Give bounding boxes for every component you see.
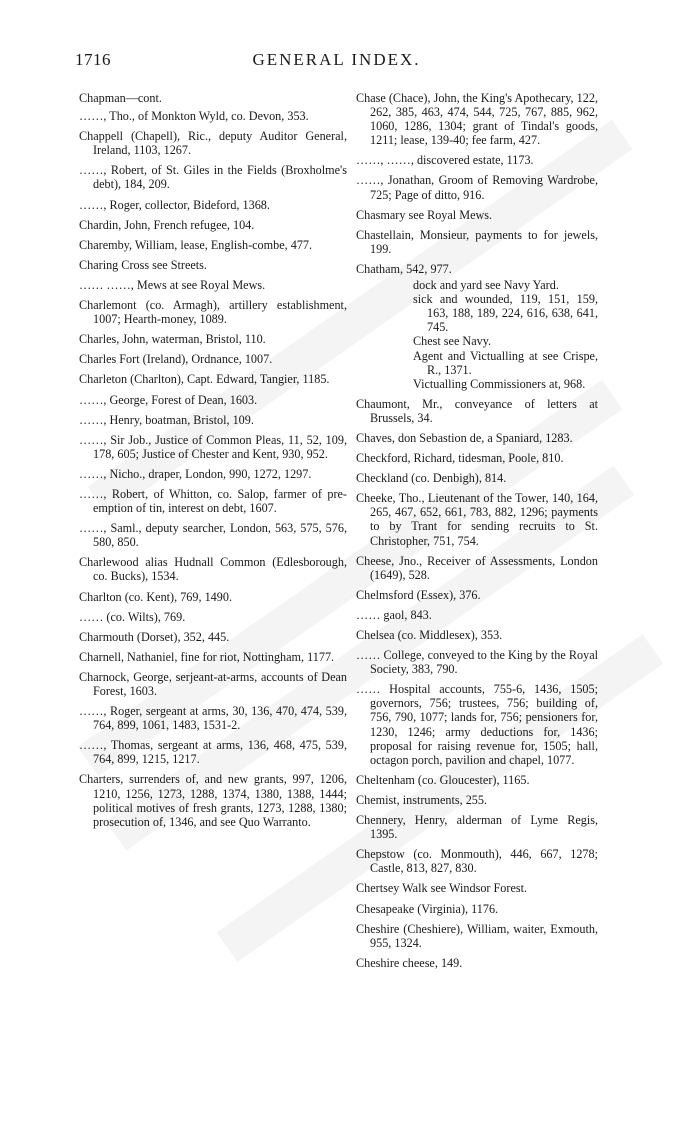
index-entry: Cheltenham (co. Gloucester), 1165. [356, 772, 530, 787]
index-entry: Charlewood alias Hudnall Common (Edlesborough, co. Bucks), 1534. [79, 555, 347, 584]
index-entry: Charleton (Charlton), Capt. Edward, Tangier, 1185. [79, 372, 330, 387]
index-entry: ……, Robert, of St. Giles in the Fields (Broxholme's debt), 184, 209. [79, 163, 347, 192]
index-entry: …… ……, Mews at see Royal Mews. [79, 277, 266, 292]
index-entry: Chappell (Chapell), Ric., deputy Auditor General, Ireland, 1103, 1267. [79, 129, 347, 158]
index-entry: Checkford, Richard, tidesman, Poole, 810. [356, 451, 564, 466]
index-entry: ……, Sir Job., Justice of Common Pleas, 11, 52, 109, 178, 605; Justice of Chester and Kent, 930, 952. [79, 432, 347, 461]
index-entry: Chesapeake (Virginia), 1176. [356, 901, 499, 916]
index-entry: ……, Jonathan, Groom of Removing Wardrobe, 725; Page of ditto, 916. [356, 173, 598, 202]
index-entry: ……, George, Forest of Dean, 1603. [79, 392, 258, 407]
index-entry: Chaves, don Sebastion de, a Spaniard, 1283. [356, 430, 573, 445]
index-entry: Chasmary see Royal Mews. [356, 207, 493, 222]
index-entry: Chelmsford (Essex), 376. [356, 587, 481, 602]
index-subentry: dock and yard see Navy Yard. [413, 278, 559, 293]
index-entry: Cheese, Jno., Receiver of Assessments, London (1649), 528. [356, 553, 598, 582]
index-entry: Charnell, Nathaniel, fine for riot, Nottingham, 1177. [79, 649, 335, 664]
page-title: GENERAL INDEX. [252, 50, 421, 69]
index-entry: ……, Roger, sergeant at arms, 30, 136, 470, 474, 539, 764, 899, 1061, 1483, 1531-2. [79, 704, 347, 733]
index-entry: Chardin, John, French refugee, 104. [79, 217, 255, 232]
index-entry: ……, ……, discovered estate, 1173. [356, 153, 534, 168]
index-entry: …… gaol, 843. [356, 607, 432, 622]
index-entry: Chemist, instruments, 255. [356, 792, 488, 807]
index-entry: …… (co. Wilts), 769. [79, 609, 186, 624]
index-entry: Cheeke, Tho., Lieutenant of the Tower, 140, 164, 265, 467, 652, 661, 783, 882, 1296; payments to by Trant for sending recruits to St. Christopher, 751, 754. [356, 491, 598, 548]
index-entry: ……, Thomas, sergeant at arms, 136, 468, 475, 539, 764, 899, 1215, 1217. [79, 738, 347, 767]
left-column [79, 91, 347, 835]
index-entry: Cheshire (Cheshiere), William, waiter, Exmouth, 955, 1324. [356, 921, 598, 950]
index-entry: ……, Roger, collector, Bideford, 1368. [79, 197, 270, 212]
index-entry: Charing Cross see Streets. [79, 257, 207, 272]
right-column [356, 91, 598, 976]
index-entry: ……, Henry, boatman, Bristol, 109. [79, 412, 254, 427]
index-subentry: Victualling Commissioners at, 968. [413, 376, 586, 391]
index-entry: Chennery, Henry, alderman of Lyme Regis, 1395. [356, 813, 598, 842]
index-entry: Charemby, William, lease, English-combe, 477. [79, 237, 313, 252]
index-entry: Checkland (co. Denbigh), 814. [356, 471, 507, 486]
index-entry: Charles Fort (Ireland), Ordnance, 1007. [79, 352, 273, 367]
index-entry: ……, Saml., deputy searcher, London, 563, 575, 576, 580, 850. [79, 521, 347, 550]
chatham-subentries [413, 278, 598, 391]
index-entry: Chatham, 542, 977. [356, 261, 452, 276]
index-entry: …… College, conveyed to the King by the Royal Society, 383, 790. [356, 648, 598, 677]
index-entry: Cheshire cheese, 149. [356, 955, 463, 970]
page-header [0, 50, 673, 80]
index-entry: Chapman—cont. [79, 91, 162, 105]
index-subentry: Chest see Navy. [413, 334, 492, 349]
index-subentry: sick and wounded, 119, 151, 159, 163, 188, 189, 224, 616, 638, 641, 745. [413, 292, 598, 335]
index-entry: Chertsey Walk see Windsor Forest. [356, 881, 528, 896]
index-entry: Charmouth (Dorset), 352, 445. [79, 629, 230, 644]
index-entry: Charlemont (co. Armagh), artillery establishment, 1007; Hearth-money, 1089. [79, 298, 347, 327]
index-entry: Charlton (co. Kent), 769, 1490. [79, 589, 232, 604]
index-entry: Chase (Chace), John, the King's Apothecary, 122, 262, 385, 463, 474, 544, 725, 767, 885, 962, 1060, 1286, 1304; grant of Tindal's goods, 1211; lease, 139-40; fee farm, 427. [356, 91, 598, 148]
index-entry: Chastellain, Monsieur, payments to for jewels, 199. [356, 227, 598, 256]
index-entry: ……, Robert, of Whitton, co. Salop, farmer of pre-emption of tin, interest on debt, 1607. [79, 486, 347, 516]
index-entry: Chaumont, Mr., conveyance of letters at Brussels, 34. [356, 396, 598, 425]
index-entry: ……, Nicho., draper, London, 990, 1272, 1297. [79, 466, 312, 481]
index-subentry: Agent and Victualling at see Crispe, R., 1371. [413, 348, 598, 377]
index-entry: ……, Tho., of Monkton Wyld, co. Devon, 353. [79, 109, 309, 124]
index-entry: …… Hospital accounts, 755-6, 1436, 1505; governors, 756; trustees, 756; building of, 756, 790, 1077; lands for, 756; pensioners for, 1230, 1246; army deductions for, 1436; proposal for raising revenue for, 1505; hall, octagon porch, pavilion and chapel, 1077. [356, 682, 598, 767]
index-entry: Chelsea (co. Middlesex), 353. [356, 628, 503, 642]
index-entry: Charles, John, waterman, Bristol, 110. [79, 332, 266, 347]
index-entry: Charnock, George, serjeant-at-arms, accounts of Dean Forest, 1603. [79, 669, 347, 698]
index-entry: Chepstow (co. Monmouth), 446, 667, 1278; Castle, 813, 827, 830. [356, 847, 598, 876]
index-entry: Charters, surrenders of, and new grants, 997, 1206, 1210, 1256, 1273, 1288, 1374, 1380, 1388, 1444; political motives of fresh grants, 1273, 1288, 1380; prosecution of, 1346, and see Quo Warranto. [79, 772, 347, 829]
page-number: 1716 [75, 50, 111, 69]
